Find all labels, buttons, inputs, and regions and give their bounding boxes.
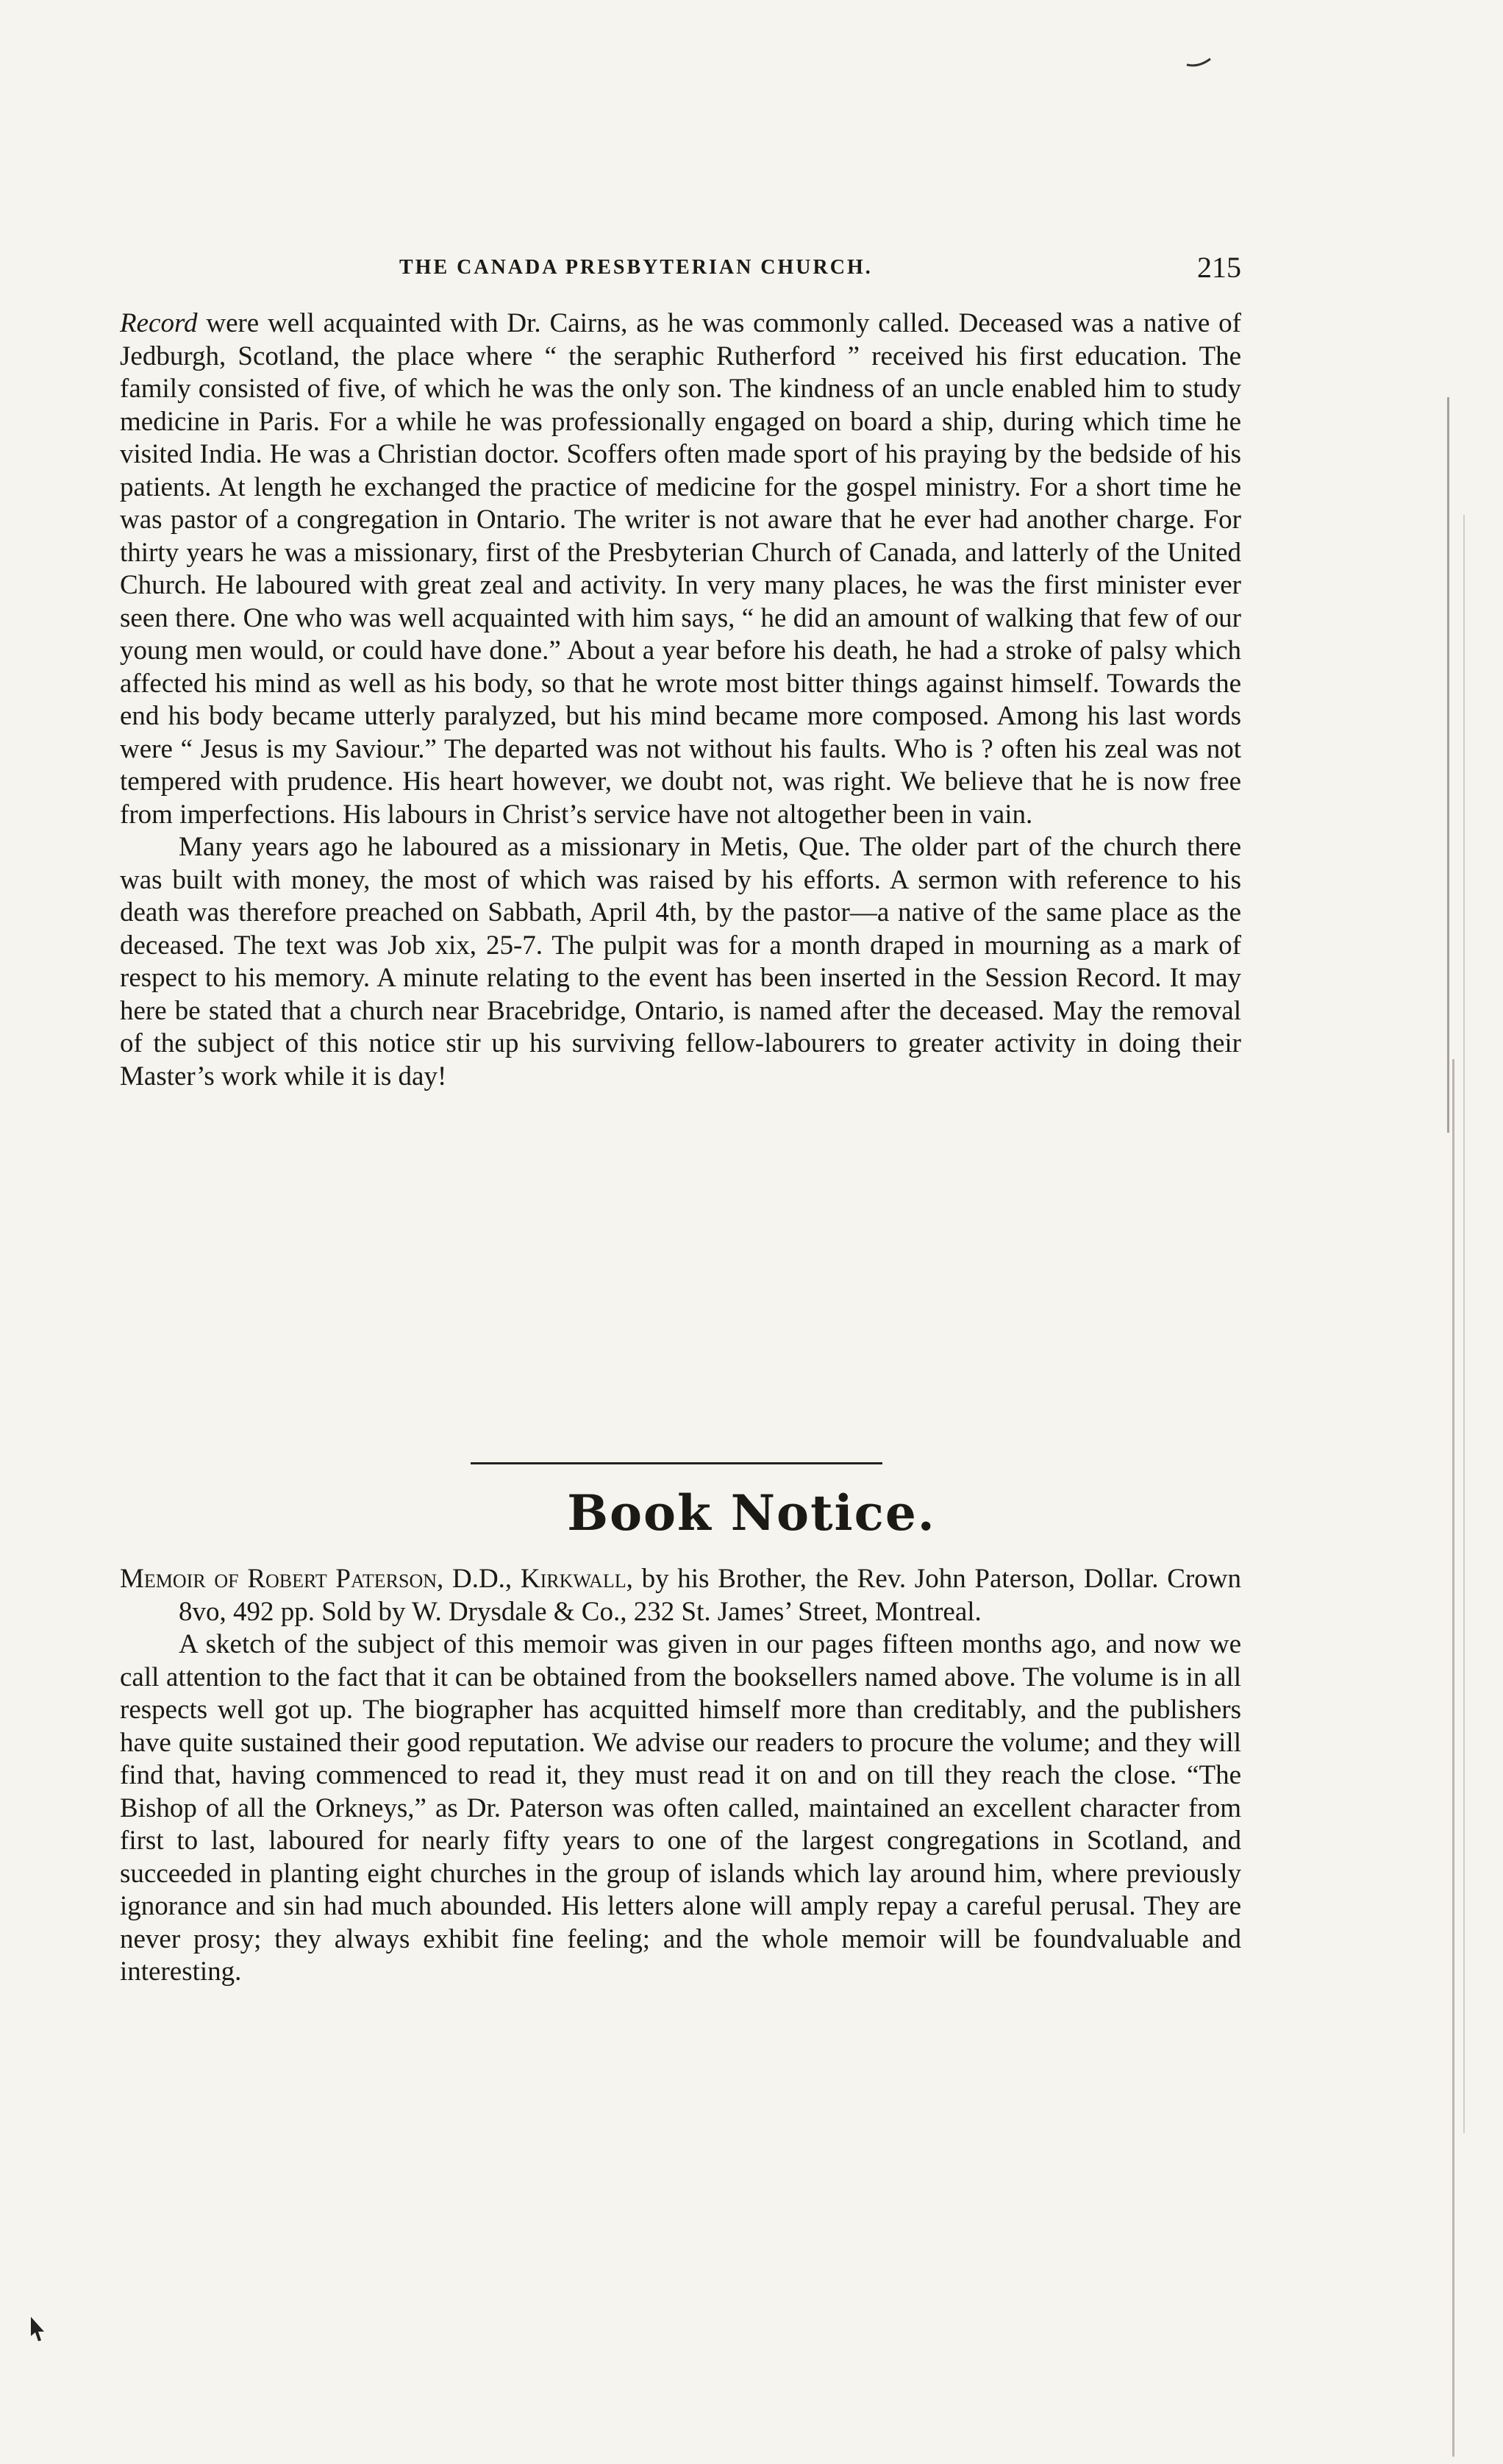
cursor-arrow-icon [29, 2315, 46, 2342]
paragraph-1-text: were well acquainted with Dr. Cairns, as he was commonly called. Deceased was a native of Jedburgh, Scotland, the place where “ the seraphic Rutherford ” received his first education. The family consisted of five, of which he was the only son. The kindness of an uncle enabled him to study medicine in Paris. For a while he was professionally engaged on board a ship, during which time he visited India. He was a Christian doctor. Scoffers often made sport of his praying by the bedside of his patients. At length he exchanged the practice of medicine for the gospel ministry. For a short time he was pastor of a congregation in Ontario. The writer is not aware that he ever had another charge. For thirty years he was a missionary, first of the Presbyterian Church of Canada, and latterly of the United Church. He laboured with great zeal and activity. In very many places, he was the first minister ever seen there. One who was well acquainted with him says, “ he did an amount of walking that few of our young men would, or could have done.” About a year before his death, he had a stroke of palsy which affected his mind as well as his body, so that he wrote most bitter things against himself. Towards the end his body became utterly paralyzed, but his mind became more composed. Among his last words were “ Jesus is my Saviour.” The departed was not without his faults. Who is ? often his zeal was not tempered with prudence. His heart however, we doubt not, was right. We believe that he is now free from imperfections. His labours in Christ’s service have not altogether been in vain. [120, 308, 1241, 830]
binding-edge-mark [1452, 1059, 1454, 2457]
section-heading: Book Notice. [567, 1484, 936, 1542]
binding-edge-mark [1447, 397, 1449, 1133]
page-header [120, 250, 1241, 287]
obituary-text [120, 307, 1241, 1093]
book-title: Memoir of Robert Paterson, D.D., Kirkwall, [120, 1564, 633, 1594]
book-notice [120, 1563, 1241, 1989]
pen-mark-icon [1185, 57, 1212, 68]
paragraph-1 [120, 307, 1241, 831]
section-divider [471, 1462, 882, 1464]
running-head: THE CANADA PRESBYTERIAN CHURCH. [399, 256, 873, 279]
paragraph-2: Many years ago he laboured as a missionary in Metis, Que. The older part of the church there was built with money, the most of which was raised by his efforts. A sermon with reference to his death was therefore preached on Sabbath, April 4th, by the pastor—a native of the same place as the deceased. The text was Job xix, 25-7. The pulpit was for a month draped in mourning as a mark of respect to his memory. A minute relating to the event has been inserted in the Session Record. It may here be stated that a church near Bracebridge, Ontario, is named after the deceased. May the removal of the subject of this notice stir up his surviving fellow-labourers to greater activity in doing their Master’s work while it is day! [120, 832, 1241, 1092]
book-citation-details: by his Brother, the Rev. John Paterson, Dollar. Crown 8vo, 492 pp. Sold by W. Drysdale & Co., 232 St. James’ Street, Montreal. [179, 1564, 1241, 1627]
page-number: 215 [1197, 251, 1241, 284]
book-review-paragraph: A sketch of the subject of this memoir was given in our pages fifteen months ago, and now we call attention to the fact that it can be obtained from the booksellers named above. The volume is in all respects well got up. The biographer has acquitted himself more than creditably, and the publishers have quite sustained their good reputation. We advise our readers to procure the volume; and they will find that, having commenced to read it, they must read it on and on till they reach the close. “The Bishop of all the Orkneys,” as Dr. Paterson was often called, maintained an excellent character from first to last, laboured for nearly fifty years to one of the largest congregations in Scotland, and succeeded in planting eight churches in the group of islands which lay around him, where previously ignorance and sin had much abounded. His letters alone will amply repay a careful perusal. They are never prosy; they always exhibit fine feeling; and the whole memoir will be foundvaluable and interesting. [120, 1629, 1241, 1987]
binding-edge-mark [1463, 515, 1465, 2133]
italic-word: Record [120, 308, 198, 338]
book-citation [120, 1563, 1241, 1628]
